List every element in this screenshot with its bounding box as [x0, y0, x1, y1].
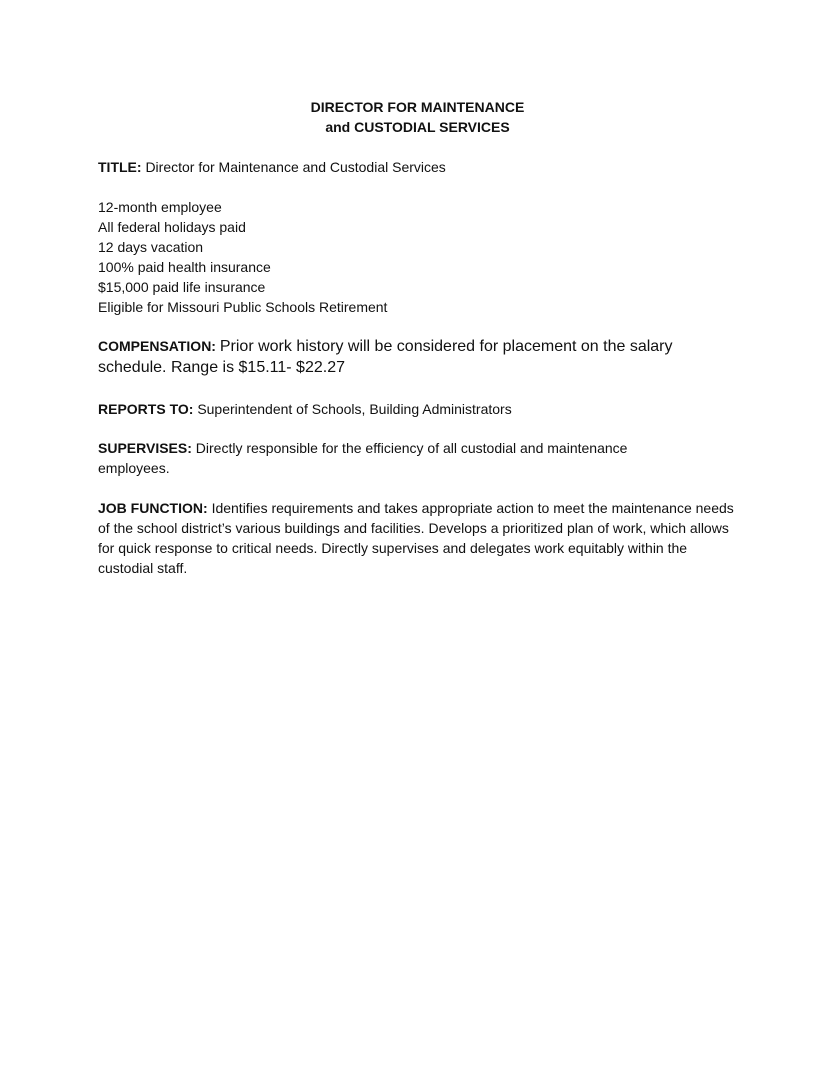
supervises-value: Directly responsible for the efficiency of all custodial and maintenance employees. — [98, 440, 628, 476]
compensation-value: Prior work history will be considered for placement on the salary schedule. Range is $15.11- $22.27 — [98, 338, 673, 376]
job-function-label: JOB FUNCTION: — [98, 500, 208, 516]
job-function-section — [98, 498, 743, 578]
benefit-item: All federal holidays paid — [98, 219, 246, 235]
benefit-item: 12 days vacation — [98, 239, 204, 255]
supervises-label: SUPERVISES: — [98, 440, 192, 456]
title-value: Director for Maintenance and Custodial Services — [145, 159, 446, 175]
benefit-item: 100% paid health insurance — [98, 259, 271, 275]
benefit-item: $15,000 paid life insurance — [98, 279, 266, 295]
reports-to-value: Superintendent of Schools, Building Administrators — [197, 401, 512, 417]
reports-to-label: REPORTS TO: — [98, 401, 194, 417]
benefit-item: Eligible for Missouri Public Schools Retirement — [98, 299, 388, 315]
compensation-label: COMPENSATION: — [98, 338, 216, 354]
supervises-section — [98, 438, 698, 478]
reports-to-section — [98, 399, 748, 419]
benefit-item: 12-month employee — [98, 199, 222, 215]
compensation-section — [98, 336, 708, 378]
title-section — [98, 157, 748, 177]
job-function-value: Identifies requirements and takes appropriate action to meet the maintenance needs of the school district’s various buildings and facilities. Develops a prioritized plan of work, which allows for quick response to critical needs. Directly supervises and delegates work equitably within the custodial staff. — [98, 500, 734, 576]
title-label: TITLE: — [98, 159, 142, 175]
document-heading-line-1: DIRECTOR FOR MAINTENANCE — [310, 99, 525, 115]
document-heading-line-2: and CUSTODIAL SERVICES — [325, 119, 510, 135]
